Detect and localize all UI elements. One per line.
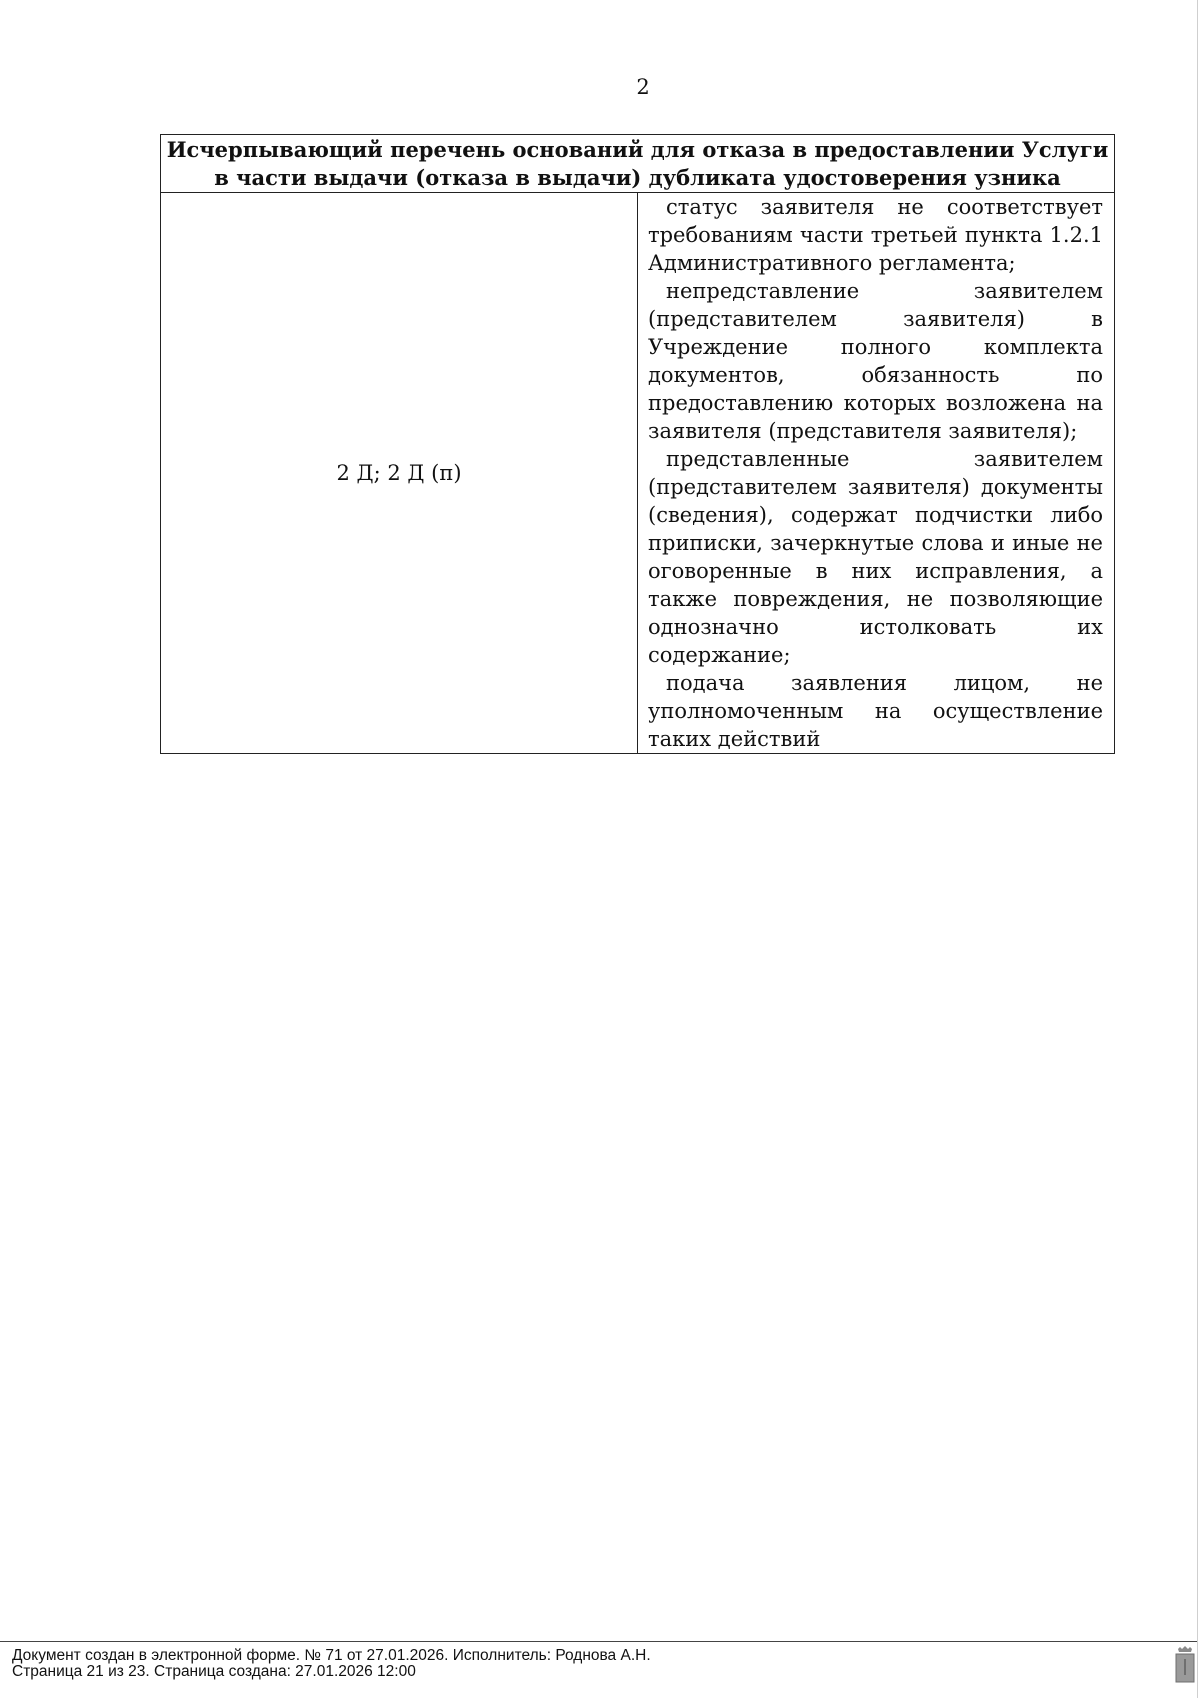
row-reasons-cell [638,193,1115,754]
reason-item: статус заявителя не соответствует требованиям части третьей пункта 1.2.1 Административного регламента; [648,195,1103,275]
reason-item: подача заявления лицом, не уполномоченным на осуществление таких действий [648,671,1103,751]
page-edge [1197,0,1198,1698]
table-header-line2: в части выдачи (отказа в выдачи) дубликата удостоверения узника [214,165,1061,190]
document-footer [12,1648,651,1680]
reason-item: представленные заявителем (представителем заявителя) документы (сведения), содержат подчистки либо приписки, зачеркнутые слова и иные не оговоренные в них исправления, а также повреждения, не позволяющие однозначно истолковать их содержание; [648,447,1103,667]
footer-line1: Документ создан в электронной форме. № 71 от 27.01.2026. Исполнитель: Роднова А.Н. [12,1647,651,1664]
table-header-line1: Исчерпывающий перечень оснований для отказа в предоставлении Услуги [166,137,1109,162]
reason-item: непредставление заявителем (представителем заявителя) в Учреждение полного комплекта документов, обязанность по предоставлению которых возложена на заявителя (представителя заявителя); [648,279,1103,443]
table-header-row [161,135,1115,193]
coat-of-arms-icon [1174,1646,1196,1684]
grounds-table [160,134,1115,754]
table-row [161,193,1115,754]
footer-line2: Страница 21 из 23. Страница создана: 27.01.2026 12:00 [12,1663,416,1680]
table-header [161,135,1115,193]
footer-divider [0,1641,1197,1642]
page-number: 2 [636,75,650,99]
row-code-cell: 2 Д; 2 Д (п) [161,193,638,754]
